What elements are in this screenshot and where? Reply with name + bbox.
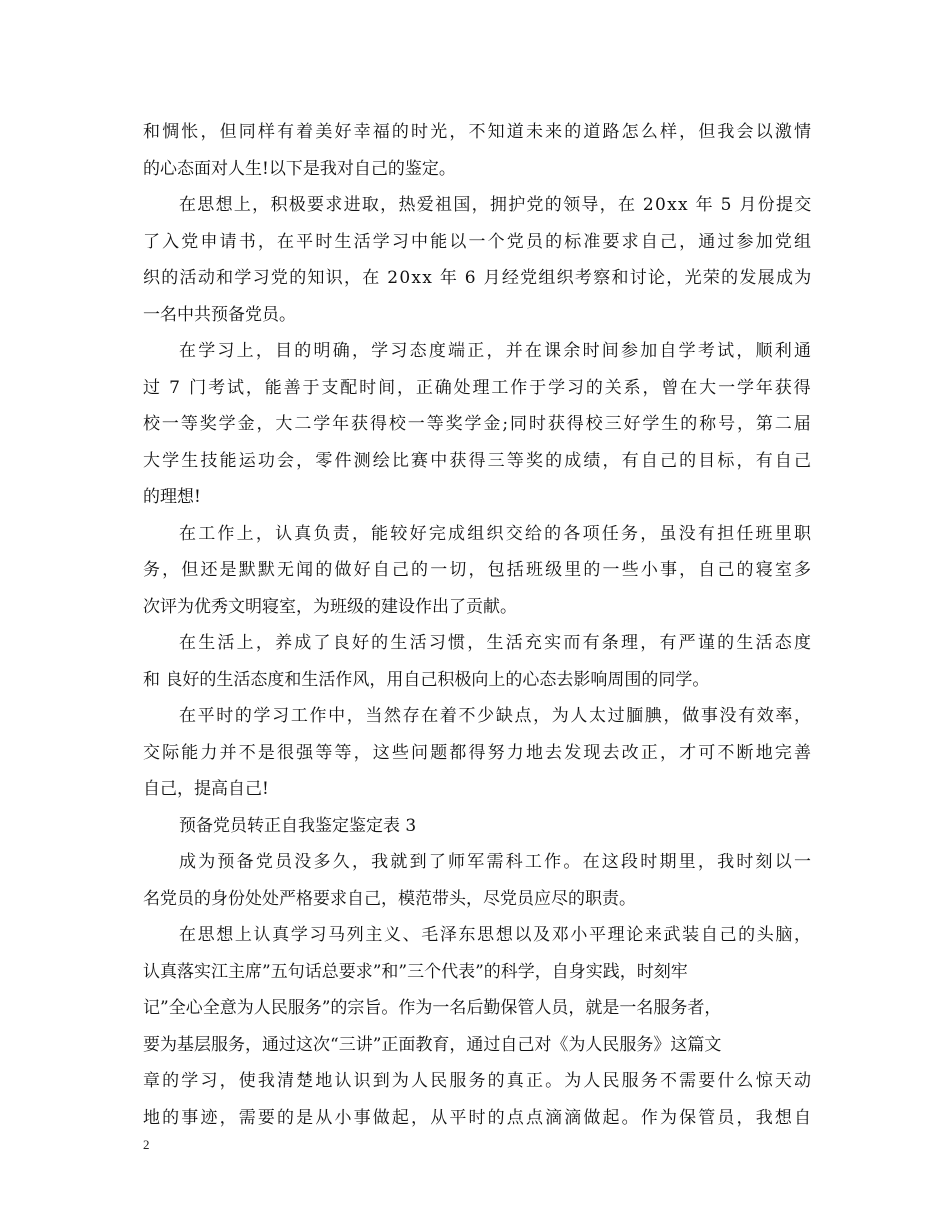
text-line: 的心态面对人生!以下是我对自己的鉴定。 (143, 158, 456, 179)
text-line: 和惆怅，但同样有着美好幸福的时光，不知道未来的道路怎么样，但我会以激情 (143, 122, 814, 142)
text-line: 在思想上认真学习马列主义、毛泽东思想以及邓小平理论来武装自己的头脑， (179, 925, 813, 945)
text-line: 章的学习，使我清楚地认识到为人民服务的真正。为人民服务不需要什么惊天动 (143, 1071, 814, 1091)
document-body (143, 114, 814, 1136)
text-line: 过 7 门考试，能善于支配时间，正确处理工作于学习的关系，曾在大一学年获得 (143, 377, 813, 398)
text-line: 了入党申请书，在平时生活学习中能以一个党员的标准要求自己，通过参加党组 (143, 231, 814, 252)
text-line: 大学生技能运功会，零件测绘比赛中获得三等奖的成绩，有自己的目标，有自己 (143, 450, 814, 471)
text-line: 名党员的身份处处严格要求自己，模范带头，尽党员应尽的职责。 (143, 888, 636, 909)
text-line: 在平时的学习工作中，当然存在着不少缺点，为人太过腼腆，做事没有效率， (179, 706, 813, 726)
text-line: 成为预备党员没多久，我就到了师军需科工作。在这段时期里，我时刻以一 (179, 852, 814, 872)
text-line: 记”全心全意为人民服务”的宗旨。作为一名后勤保管人员，就是一名服务者， (143, 998, 722, 1018)
text-line: 一名中共预备党员。 (143, 304, 296, 325)
text-line: 的理想! (143, 487, 201, 507)
text-line: 要为基层服务，通过这次“三讲”正面教育，通过自己对《为人民服务》这篇文 (143, 1034, 722, 1055)
text-line: 在工作上，认真负责，能较好完成组织交给的各项任务，虽没有担任班里职 (179, 523, 814, 544)
text-line: 在思想上，积极要求进取，热爱祖国，拥护党的领导，在 20xx 年 5 月份提交 (179, 195, 813, 215)
text-line: 在生活上，养成了良好的生活习惯，生活充实而有条理，有严谨的生活态度 (179, 633, 814, 653)
text-line: 自己，提高自己! (143, 779, 269, 799)
text-line: 务，但还是默默无闻的做好自己的一切，包括班级里的一些小事，自己的寝室多 (143, 560, 814, 580)
text-line: 和 良好的生活态度和生活作风，用自己积极向上的心态去影响周围的同学。 (143, 669, 710, 690)
text-line: 地的事迹，需要的是从小事做起，从平时的点点滴滴做起。作为保管员，我想自 (143, 1107, 814, 1128)
text-line: 织的活动和学习党的知识，在 20xx 年 6 月经党组织考察和讨论，光荣的发展成为 (143, 268, 813, 288)
text-line: 次评为优秀文明寝室，为班级的建设作出了贡献。 (143, 596, 517, 617)
text-line: 预备党员转正自我鉴定鉴定表 3 (179, 815, 417, 836)
text-line: 校一等奖学金，大二学年获得校一等奖学金;同时获得校三好学生的称号，第二届 (143, 414, 813, 434)
text-line: 交际能力并不是很强等等，这些问题都得努力地去发现去改正，才可不断地完善 (143, 742, 814, 763)
text-line: 在学习上，目的明确，学习态度端正，并在课余时间参加自学考试，顺利通 (179, 341, 814, 361)
page-number: 2 (143, 1137, 150, 1152)
text-line: 认真落实江主席”五句话总要求”和”三个代表”的科学，自身实践，时刻牢 (143, 961, 688, 982)
